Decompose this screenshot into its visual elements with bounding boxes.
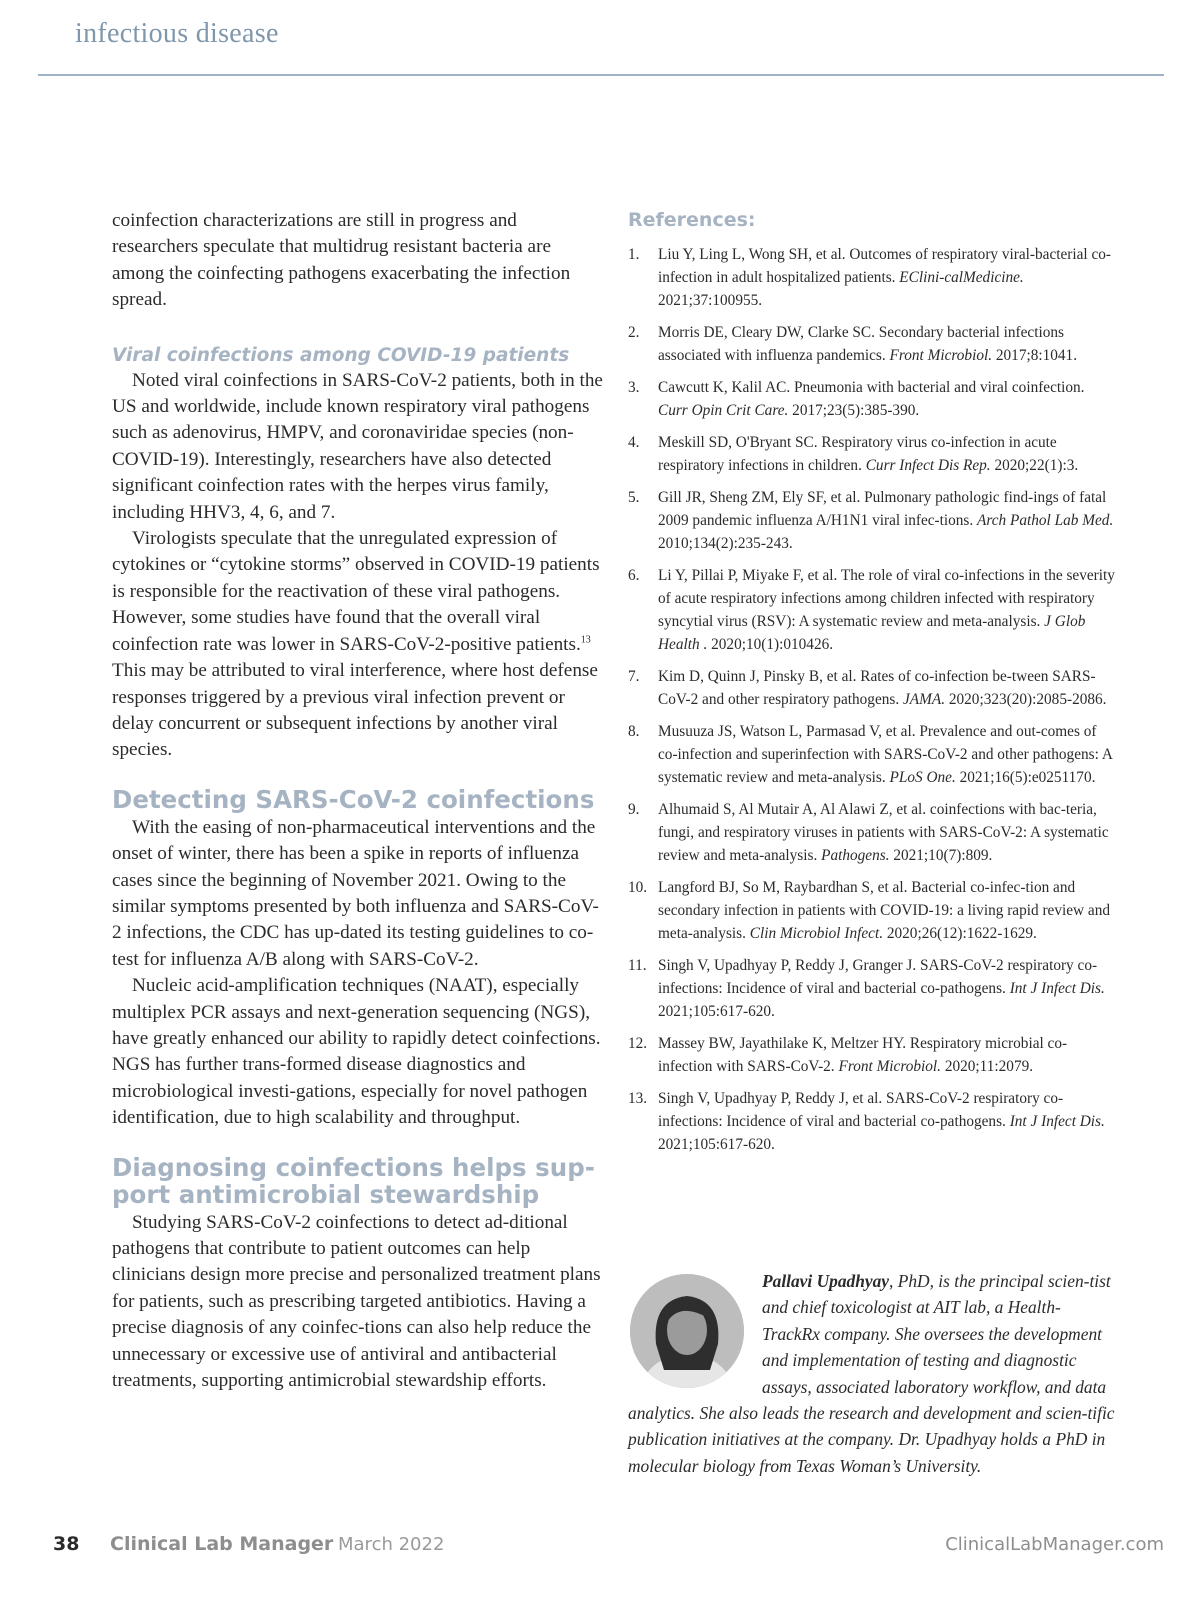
reference-text [658, 431, 1118, 477]
reference-authors-title: Alhumaid S, Al Mutair A, Al Alawi Z, et al. coinfections with bac-teria, fungi, and respiratory viruses in patients with SARS-CoV-2: A systematic review and meta-analysis. [658, 801, 1109, 864]
magazine-name: Clinical Lab Manager [110, 1533, 334, 1555]
reference-item [628, 954, 1118, 1023]
reference-item [628, 720, 1118, 789]
reference-number: 3. [628, 379, 640, 396]
reference-journal: Int J Infect Dis. [1009, 980, 1105, 997]
reference-number: 7. [628, 668, 640, 685]
reference-journal: PLoS One. [889, 769, 956, 786]
paragraph: Studying SARS-CoV-2 coinfections to detect ad-ditional pathogens that contribute to patient outcomes can help clinicians design more precise and personalized treatment plans for patients, such as prescribing targeted antibiotics. Having a precise diagnosis of any coinfec-tions can also help reduce the unnecessary or excessive use of antiviral and antibacterial treatments, supporting antimicrobial stewardship efforts. [112, 1211, 601, 1392]
reference-citation: 2010;134(2):235-243. [658, 535, 793, 552]
reference-authors-title: Cawcutt K, Kalil AC. Pneumonia with bacterial and viral coinfection. [658, 379, 1085, 396]
website-url: ClinicalLabManager.com [945, 1534, 1164, 1555]
reference-text [658, 321, 1118, 367]
paragraph: Nucleic acid-amplification techniques (NAAT), especially multiplex PCR assays and next-generation sequencing (NGS), have greatly enhanced our ability to rapidly detect coinfections. NGS has further trans-formed disease diagnostics and microbiological investi-gations, especially for novel pathogen identification, due to high scalability and throughput. [112, 975, 601, 1129]
reference-item [628, 486, 1118, 555]
author-bio [628, 1268, 1118, 1479]
reference-item [628, 321, 1118, 367]
references-section [628, 209, 1118, 1165]
reference-number: 11. [628, 957, 647, 974]
paragraph-text: This may be attributed to viral interference, where host defense responses triggered by a previous viral infection prevent or delay concurrent or subsequent infections by another viral species. [112, 660, 598, 761]
reference-number: 13. [628, 1090, 648, 1107]
header-divider [38, 74, 1164, 76]
reference-text [658, 1032, 1118, 1078]
issue-date: March 2022 [338, 1534, 445, 1555]
reference-number: 12. [628, 1035, 648, 1052]
reference-item [628, 798, 1118, 867]
reference-citation: 2020;11:2079. [941, 1058, 1034, 1075]
paragraph: Noted viral coinfections in SARS-CoV-2 patients, both in the US and worldwide, include known respiratory viral pathogens such as adenovirus, HMPV, and coronaviridae species (non-COVID-19). Interestingly, researchers have also detected significant coinfection rates with the herpes virus family, including HHV3, 4, 6, and 7. [112, 369, 603, 523]
reference-journal: Clin Microbiol Infect. [749, 925, 884, 942]
article-intro: coinfection characterizations are still in progress and researchers speculate that multidrug resistant bacteria are among the coinfecting pathogens exacerbating the infection spread. [112, 210, 571, 311]
reference-text [658, 876, 1118, 945]
reference-text [658, 564, 1118, 656]
author-photo [630, 1274, 744, 1388]
reference-item [628, 1087, 1118, 1156]
reference-text [658, 486, 1118, 555]
reference-item [628, 876, 1118, 945]
reference-text [658, 243, 1118, 312]
viral-coinfections-heading: Viral coinfections among COVID-19 patients [112, 344, 570, 366]
reference-item [628, 564, 1118, 656]
reference-authors-title: Singh V, Upadhyay P, Reddy J, Granger J. SARS-CoV-2 respiratory co-infections: Incidence of viral and bacterial co-pathogens. [658, 957, 1098, 997]
reference-journal: JAMA. [902, 691, 946, 708]
reference-citation: 2020;10(1):010426. [707, 636, 834, 653]
reference-citation: 2021;105:617-620. [658, 1003, 775, 1020]
reference-authors-title: Meskill SD, O'Bryant SC. Respiratory virus co-infection in acute respiratory infections in children. [658, 434, 1057, 474]
reference-item [628, 243, 1118, 312]
reference-text [658, 798, 1118, 867]
reference-number: 9. [628, 801, 640, 818]
reference-authors-title: Massey BW, Jayathilake K, Meltzer HY. Respiratory microbial co-infection with SARS-CoV-2. [658, 1035, 1068, 1075]
reference-citation: 2021;37:100955. [658, 292, 763, 309]
reference-journal: Int J Infect Dis. [1009, 1113, 1105, 1130]
reference-item [628, 376, 1118, 422]
reference-number: 8. [628, 723, 640, 740]
reference-authors-title: Kim D, Quinn J, Pinsky B, et al. Rates of co-infection be-tween SARS-CoV-2 and other respiratory pathogens. [658, 668, 1096, 708]
reference-text [658, 665, 1118, 711]
reference-citation: 2020;323(20):2085-2086. [945, 691, 1107, 708]
reference-authors-title: Morris DE, Cleary DW, Clarke SC. Secondary bacterial infections associated with influenza pandemics. [658, 324, 1064, 364]
paragraph-text: Virologists speculate that the unregulated expression of cytokines or “cytokine storms” observed in COVID-19 patients is responsible for the reactivation of these viral pathogens. However, some studies have found that the overall viral coinfection rate was lower in SARS-CoV-2-positive patients. [112, 528, 600, 655]
reference-journal: Curr Infect Dis Rep. [865, 457, 991, 474]
reference-citation: 2017;8:1041. [992, 347, 1078, 364]
reference-authors-title: Musuuza JS, Watson L, Parmasad V, et al. Prevalence and out-comes of co-infection and superinfection with SARS-CoV-2 and other pathogens: A systematic review and meta-analysis. [658, 723, 1113, 786]
reference-citation: 2021;16(5):e0251170. [955, 769, 1096, 786]
reference-number: 10. [628, 879, 648, 896]
reference-authors-title: Li Y, Pillai P, Miyake F, et al. The role of viral co-infections in the severity of acute respiratory infections among children infected with respiratory syncytial virus (RSV): A systematic review and meta-analysis. [658, 567, 1115, 630]
reference-item [628, 1032, 1118, 1078]
author-bio-text: , PhD, is the principal scien-tist and chief toxicologist at AIT lab, a Health-TrackRx company. She oversees the development and implementation of testing and diagnostic assays, associated laboratory workflow, and data analytics. She also leads the research and development and scien-tific publication initiatives at the company. Dr. Upadhyay holds a PhD in molecular biology from Texas Woman’s University. [628, 1271, 1115, 1476]
reference-item [628, 431, 1118, 477]
page-footer [38, 1533, 1164, 1563]
detecting-coinfections-heading: Detecting SARS-CoV-2 coinfections [112, 784, 595, 814]
reference-authors-title: Singh V, Upadhyay P, Reddy J, et al. SARS-CoV-2 respiratory co-infections: Incidence of viral and bacterial co-pathogens. [658, 1090, 1064, 1130]
page-number: 38 [53, 1533, 80, 1555]
article-body [112, 208, 607, 1394]
references-heading: References: [628, 209, 756, 231]
paragraph: With the easing of non-pharmaceutical interventions and the onset of winter, there has been a spike in reports of influenza cases since the beginning of November 2021. Owing to the similar symptoms presented by both influenza and SARS-CoV-2 infections, the CDC has up-dated its testing guidelines to co-test for influenza A/B along with SARS-CoV-2. [112, 816, 599, 970]
reference-journal: Front Microbiol. [889, 347, 993, 364]
reference-number: 1. [628, 246, 640, 263]
footnote-superscript: 13 [580, 634, 591, 646]
reference-authors-title: Liu Y, Ling L, Wong SH, et al. Outcomes of respiratory viral-bacterial co-infection in adult hospitalized patients. [658, 246, 1112, 286]
author-name: Pallavi Upadhyay [762, 1271, 890, 1291]
reference-text [658, 954, 1118, 1023]
reference-number: 5. [628, 489, 640, 506]
reference-text [658, 376, 1118, 422]
reference-citation: 2021;105:617-620. [658, 1136, 775, 1153]
reference-citation: 2021;10(7):809. [889, 847, 993, 864]
reference-journal: Pathogens. [821, 847, 890, 864]
reference-authors-title: Gill JR, Sheng ZM, Ely SF, et al. Pulmonary pathologic find-ings of fatal 2009 pandemic influenza A/H1N1 viral infec-tions. [658, 489, 1107, 529]
reference-journal: Front Microbiol. [838, 1058, 942, 1075]
reference-number: 6. [628, 567, 640, 584]
section-label: infectious disease [75, 18, 279, 49]
reference-journal: Curr Opin Crit Care. [658, 402, 789, 419]
reference-citation: 2020;26(12):1622-1629. [883, 925, 1037, 942]
reference-text [658, 1087, 1118, 1156]
reference-authors-title: Langford BJ, So M, Raybardhan S, et al. Bacterial co-infec-tion and secondary infection in patients with COVID-19: a living rapid review and meta-analysis. [658, 879, 1110, 942]
reference-item [628, 665, 1118, 711]
reference-citation: 2020;22(1):3. [990, 457, 1079, 474]
reference-journal: EClini-calMedicine. [899, 269, 1024, 286]
paragraph [112, 526, 607, 764]
references-list [628, 243, 1118, 1156]
reference-citation: 2017;23(5):385-390. [788, 402, 920, 419]
diagnosing-coinfections-heading: Diagnosing coinfections helps sup-port antimicrobial stewardship [112, 1152, 595, 1209]
reference-number: 4. [628, 434, 640, 451]
reference-number: 2. [628, 324, 640, 341]
reference-journal: J Glob Health . [658, 613, 1086, 653]
reference-journal: Arch Pathol Lab Med. [977, 512, 1114, 529]
reference-text [658, 720, 1118, 789]
